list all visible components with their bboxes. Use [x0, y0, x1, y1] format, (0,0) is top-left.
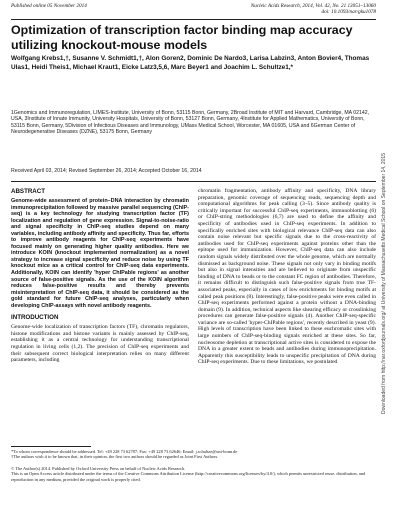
right-column: [198, 188, 376, 366]
license-line: This is an Open Access article distributed under the terms of the Creative Commons Attribution License (http://creativecommons.org/licenses/by/4.0/), which permits unrestricted reuse, distribution, and reproduction in any medium, provided the original work is properly cited.: [11, 471, 366, 482]
doi-link[interactable]: doi: 10.1093/nar/gku1078: [321, 9, 376, 15]
paper-title: Optimization of transcription factor binding map accuracy utilizing knockout-mouse models: [11, 23, 353, 52]
joint-first-author-note: †The authors wish it to be known that, in their opinion, the first two authors should be regarded as Joint First Authors.: [11, 454, 219, 460]
journal-citation: Nucleic Acids Research, 2014, Vol. 42, No. 21 13051–13060: [250, 3, 376, 9]
copyright-line: © The Author(s) 2014. Published by Oxford University Press on behalf of Nucleic Acids Research.: [11, 466, 186, 471]
author-list: Wolfgang Krebs1,†, Susanne V. Schmidt1,†, Alon Goren2, Dominic De Nardo3, Larisa Labzin3, Anton Bovier4, Thomas Ulas1, Heidi Theis1, Michael Kraut1, Eicke Latz3,5,6, Marc Beyer1 and Joachim L. Schultze1,*: [11, 55, 370, 71]
header-rule: [11, 19, 376, 20]
copyright-block: [11, 466, 376, 482]
left-column: [11, 188, 189, 364]
footnotes: [11, 449, 376, 460]
footnote-rule: [11, 446, 91, 447]
introduction-heading: INTRODUCTION: [11, 314, 59, 322]
abstract-heading: ABSTRACT: [11, 188, 46, 195]
abstract-text: Genome-wide assessment of protein–DNA interaction by chromatin immunoprecipitation followed by massive parallel sequencing (ChIP-seq) is a key technology for studying transcription factor (TF) localization and regulation of gene expression. Signal-to-noise-ratio and signal specificity in ChIP-seq studies depend on many variables, including antibody affinity and specificity. Thus far, efforts to improve antibody reagents for ChIP-seq experiments have focused mainly on generating higher quality antibodies. Here we introduce KOIN (knockout implemented normalization) as a novel strategy to increase signal specificity and reduce noise by using TF knockout mice as a critical control for ChIP-seq data experiments. Additionally, KOIN can identify 'hyper ChIPable regions' as another source of false-positive signals. As the use of the KOIN algorithm reduces false-positive results and thereby prevents misinterpretation of ChIP-seq data, it should be considered as the gold standard for future ChIP-seq analyses, particularly when developing ChIP-assays with novel antibody reagents.: [11, 198, 189, 309]
download-watermark: [377, 96, 391, 414]
published-date: Published online 05 November 2014: [11, 3, 87, 9]
received-dates: Received April 03, 2014; Revised September 26, 2014; Accepted October 16, 2014: [11, 168, 202, 174]
introduction-text: Genome-wide localization of transcription factors (TF), chromatin regulators, histone modifications and histone variants is mainly assessed by ChIP-seq, establishing it as a central technology for understanding transcriptional regulation in living cells (1,2). The precision of ChIP-seq experiments and their subsequent correct biological interpretation relies on many different parameters, including: [11, 324, 189, 364]
affiliations: 1Genomics and Immunoregulation, LIMES-Institute, University of Bonn, 53115 Bonn, Germany, 2Broad Institute of MIT and Harvard, Cambridge, MA 02142, USA, 3Institute of Innate Immunity, University Hospitals, University of Bonn, 53127 Bonn, Germany, 4Institute for Applied Mathematics, University of Bonn, 53115 Bonn, Germany, 5Division of Infectious Diseases and Immunology, UMass Medical School, Worcester, MA 01605, USA and 6German Center of Neurodegenerative Diseases (DZNE), 53175 Bonn, Germany: [11, 110, 370, 135]
right-column-text: chromatin fragmentation, antibody affinity and specificity, DNA library preparation, genomic coverage of sequencing reads, sequencing depth and computational algorithms for peak calling (3–5). Since antibody quality is critically important for successful ChIP-seq experiments, immunoblotting (6) or ChIP-string methodologies (6,7) are used to define the affinity and specificity of antibodies used in ChIP-seq experiments. In addition to specifically enriched sites with biological relevance ChIP-seq data can also contain noise relevant but specific signals due to the cross-reactivity of antibodies used for ChIP-seq experiments against proteins other than the epitope used for immunization. However, ChIP-seq data can also include random signals widely distributed over the whole genome, which are normally dismissed as background noise. These signals not only vary in binding motifs but also in signal intensities and are believed to originate from unspecific binding of DNA to beads or to the constant FC region of antibodies. Therefore, it remains difficult to distinguish such false-positive signals from true TF-associated peaks, especially in cases of low enrichments for binding motifs at called peak positions (8). Interestingly, false-positive peaks were even called in ChIP-seq experiments performed against a protein without a DNA-binding domain (9). In addition, technical aspects like shearing efficacy or crosslinking procedures can generate false-positive signals (4). Another ChIP-seq-specific variance are so-called 'hyper-ChIPable regions', recently described in yeast (9). High levels of transcription have been linked to these euchromatic sites with large numbers of ChIP-seq-binding signals enriched at these sites. So far, nucleosome depletion at transcriptional active sites is considered to expose the DNA in a greater extent to beads and antibodies during immunoprecipitation. Apparently this susceptibility leads to unspecific precipitation of DNA during ChIP-seq experiments. Due to these limitations, we postulated: [198, 188, 376, 366]
section-rule: [11, 181, 376, 182]
download-note-text: Downloaded from http://nar.oxfordjournals.org/ at University of Massachusetts Medical School on September 14, 2015: [381, 153, 387, 414]
corresponding-author-note: *To whom correspondence should be addressed. Tel: +49 228 73 62787; Fax: +49 228 73 62646; Email: j.schultze@uni-bonn.de: [11, 449, 238, 454]
